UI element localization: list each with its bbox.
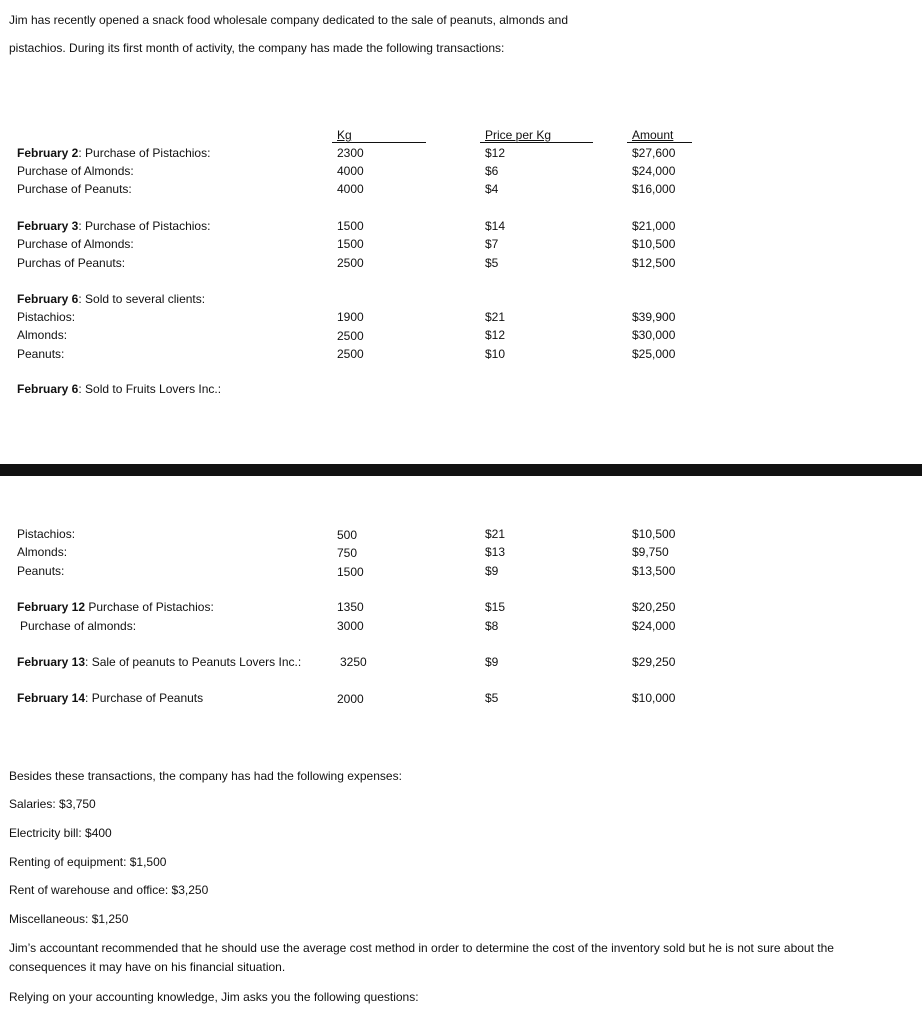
row-price: $13 [485, 545, 506, 559]
row-amount: $30,000 [632, 328, 676, 342]
date-label: February 13 [17, 655, 86, 669]
header-amount-underline [627, 142, 692, 143]
row-amount: $12,500 [632, 256, 676, 270]
row-kg: 1500 [337, 219, 364, 233]
row-price: $7 [485, 237, 499, 251]
row-kg: 4000 [337, 164, 364, 178]
section-title: February 6: Sold to several clients: [17, 292, 206, 306]
row-label: Purchase of Almonds: [17, 164, 134, 178]
date-label: February 2 [17, 146, 79, 160]
row-amount: $10,500 [632, 237, 676, 251]
row-kg: 2500 [337, 256, 364, 270]
row-amount: $10,500 [632, 527, 676, 541]
date-label: February 3 [17, 219, 79, 233]
header-kg: Kg [337, 128, 352, 142]
row-kg: 3250 [340, 655, 367, 669]
row-price: $12 [485, 328, 506, 342]
row-kg: 2500 [337, 347, 364, 361]
intro-line-1: Jim has recently opened a snack food wholesale company dedicated to the sale of peanuts, almonds and [9, 13, 569, 27]
header-price: Price per Kg [485, 128, 552, 142]
row-kg: 2000 [337, 692, 364, 706]
row-amount: $9,750 [632, 545, 669, 559]
row-amount: $10,000 [632, 691, 676, 705]
row-kg: 2300 [337, 146, 364, 160]
expenses-intro: Besides these transactions, the company has had the following expenses: [9, 769, 402, 783]
row-label: February 12 Purchase of Pistachios: [17, 600, 214, 614]
row-price: $9 [485, 564, 499, 578]
row-price: $21 [485, 527, 506, 541]
row-amount: $20,250 [632, 600, 676, 614]
row-kg: 4000 [337, 182, 364, 196]
row-kg: 1900 [337, 310, 364, 324]
header-amount: Amount [632, 128, 674, 142]
section-title-feb6-fruits-lovers: February 6: Sold to Fruits Lovers Inc.: [17, 382, 222, 396]
header-price-underline [480, 142, 593, 143]
row-price: $9 [485, 655, 499, 669]
row-amount: $29,250 [632, 655, 676, 669]
row-kg: 1350 [337, 600, 364, 614]
row-price: $6 [485, 164, 499, 178]
row-kg: 2500 [337, 329, 364, 343]
row-price: $15 [485, 600, 506, 614]
row-kg: 3000 [337, 619, 364, 633]
row-price: $21 [485, 310, 506, 324]
row-amount: $25,000 [632, 347, 676, 361]
header-kg-underline [332, 142, 426, 143]
date-label: February 6 [17, 382, 79, 396]
row-price: $10 [485, 347, 506, 361]
row-amount: $13,500 [632, 564, 676, 578]
row-price: $4 [485, 182, 499, 196]
expense-item: Rent of warehouse and office: $3,250 [9, 883, 209, 897]
row-label: Pistachios: [17, 310, 76, 324]
row-amount: $16,000 [632, 182, 676, 196]
row-price: $12 [485, 146, 506, 160]
row-amount: $24,000 [632, 164, 676, 178]
row-label: Peanuts: [17, 347, 65, 361]
row-price: $5 [485, 691, 499, 705]
row-label: Pistachios: [17, 527, 76, 541]
date-label: February 6 [17, 292, 79, 306]
closing-line-1: Jim’s accountant recommended that he should use the average cost method in order to determine the cost of the inventory sold but he is not sure about the [9, 941, 834, 955]
row-price: $14 [485, 219, 506, 233]
row-kg: 1500 [337, 237, 364, 251]
row-label: Almonds: [17, 545, 68, 559]
expense-item: Renting of equipment: $1,500 [9, 855, 167, 869]
date-label: February 12 [17, 600, 86, 614]
row-label: Purchase of Almonds: [17, 237, 134, 251]
row-label: Purchase of almonds: [20, 619, 137, 633]
row-label: February 13: Sale of peanuts to Peanuts Lovers Inc.: [17, 655, 302, 669]
date-label: February 14 [17, 691, 86, 705]
row-label: Purchas of Peanuts: [17, 256, 126, 270]
closing-line-3: Relying on your accounting knowledge, Jim asks you the following questions: [9, 990, 419, 1004]
row-price: $8 [485, 619, 499, 633]
row-label: Peanuts: [17, 564, 65, 578]
row-label: February 14: Purchase of Peanuts [17, 691, 204, 705]
row-amount: $27,600 [632, 146, 676, 160]
row-kg: 750 [337, 546, 358, 560]
expense-item: Electricity bill: $400 [9, 826, 112, 840]
row-price: $5 [485, 256, 499, 270]
row-label: Purchase of Peanuts: [17, 182, 132, 196]
page-divider-bar [0, 464, 922, 476]
row-kg: 1500 [337, 565, 364, 579]
row-label: Almonds: [17, 328, 68, 342]
row-amount: $24,000 [632, 619, 676, 633]
row-label: February 3: Purchase of Pistachios: [17, 219, 211, 233]
row-amount: $39,900 [632, 310, 676, 324]
expense-item: Salaries: $3,750 [9, 797, 96, 811]
expense-item: Miscellaneous: $1,250 [9, 912, 129, 926]
row-label: February 2: Purchase of Pistachios: [17, 146, 211, 160]
row-kg: 500 [337, 528, 358, 542]
row-amount: $21,000 [632, 219, 676, 233]
closing-line-2: consequences it may have on his financial situation. [9, 960, 286, 974]
intro-line-2: pistachios. During its first month of activity, the company has made the following transactions: [9, 41, 505, 55]
